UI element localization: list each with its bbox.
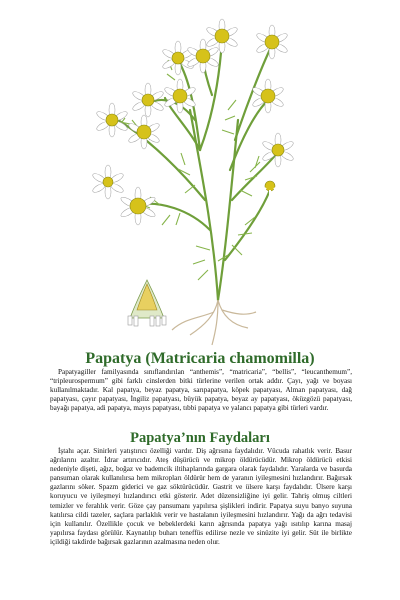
page-title: Papatya (Matricaria chamomilla) [85,350,315,367]
flower-cross-section [128,280,166,326]
section-heading-benefits: Papatya’nın Faydaları [130,430,270,446]
roots [172,300,256,345]
intro-paragraph: Papatyagiller familyasında sınıflandırılan “anthemis”, “matricaria”, “bellis”, “leucanthemum”, “tripleurospermum” gibi farklı cinslerden bitki türlerine verilen ortak addır. Çayı, yağı ve boyası kullanılmaktadır. Kal papatya, beyaz papatya, sarıpapatya, köpek papatyası, Alman papatyası, dağ papatyası, çayır papatyası, İngiliz papatyası, büyük papatya, beyaz ay papatyası, öküzgözü papatyası, bayağı papatya, adi papatya, mayıs papatyası, tıbbi papatya ve yalancı papatya gibi türleri vardır. [50,368,352,413]
benefits-paragraph: İştahı açar. Sinirleri yatıştırıcı özelliği vardır. Diş ağrısına faydalıdır. Vücuda rahatlık verir. Basur ağrılarını azaltır. İdrar artırıcıdır. Ateş düşürücü ve mikrop öldürücüdür. Mikrop öldürücü etkisi nedeniyle dişeti, ağız, boğaz ve bademcik iltihaplarında gargara olarak faydalıdır. Yaralarda ve basurda pansuman olarak kullanılırsa hem mikropları öldürür hem de yaranın iyileşmesini hızlandırır. Bağırsak gazlarını söker. Spazm giderici ve gaz söktürücüdür. Gastrit ve ülsere karşı faydalıdır. Ülsere karşı koruyucu ve iyileşmeyi hızlandırıcı etki gösterir. Adet düzensizliğine iyi gelir. Tahriş olmuş ciltleri temizler ve ferahlık verir. Göze çay pansumanı yapılırsa şişlikleri indirir. Papatya suyu banyo suyuna katılırsa cildi tazeler, saçlara parlaklık verir ve hastalanın iyileşmesini hızlandırır. Yağı da ağrı tedavisi için kullanılır. Özellikle çocuk ve bebeklerdeki karın ağrısında papatya yağı ısıtılıp karına masaj yapılırsa faydası görülür. Kaynatılıp buharı teneffüs edilirse nezle ve sinüzite iyi gelir. Süt ile birlikte içildiği takdirde bağırsak gazlarının azalmasına neden olur. [50,447,352,546]
plant-stems [118,40,278,300]
